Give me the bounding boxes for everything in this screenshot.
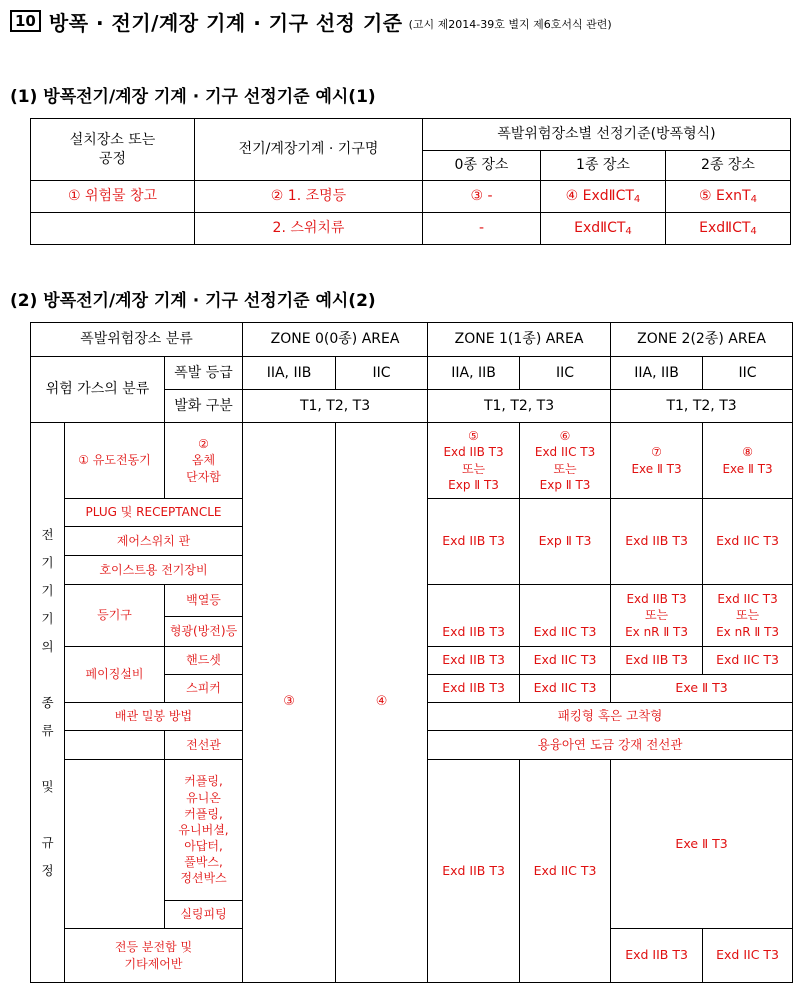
handset-z2a: Exd IIB T3: [611, 647, 703, 675]
z1-iia-iib: IIA, IIB: [428, 357, 520, 390]
handset-z1c: Exd IIC T3: [520, 647, 611, 675]
item-sealing-fitting: 실링피팅: [165, 901, 243, 929]
z1-t-class: T1, T2, T3: [428, 390, 611, 423]
z2-iic: IIC: [703, 357, 793, 390]
speaker-z2: Exe Ⅱ T3: [611, 675, 793, 703]
fit-z2: Exe Ⅱ T3: [611, 760, 793, 929]
speaker-z1a: Exd IIB T3: [428, 675, 520, 703]
section2-title: (2) 방폭전기/계장 기계 · 기구 선정기준 예시(2): [10, 291, 376, 311]
item-enclosure: ② 옴체 단자함: [165, 423, 243, 499]
header-gas-class: 위험 가스의 분류: [31, 357, 165, 423]
zone0-mark-a: ③: [243, 423, 336, 983]
section2-table: [30, 322, 793, 983]
row1-zone1: ④ ExdⅡCT4: [541, 181, 666, 213]
item-panel: 전등 분전함 및 기타제어반: [65, 929, 243, 983]
item-handset: 핸드셋: [165, 647, 243, 675]
item-motor: ① 유도전동기: [65, 423, 165, 499]
light-z2a: Exd IIB T3 또는 Ex nR Ⅱ T3: [611, 585, 703, 647]
item-hoist: 호이스트용 전기장비: [65, 556, 243, 585]
row1-zone0: ③ -: [423, 181, 541, 213]
light-z1c: Exd IIC T3: [520, 585, 611, 647]
header-criteria: 폭발위험장소별 선정기준(방폭형식): [423, 119, 791, 151]
page-subtitle: (고시 제2014-39호 별지 제6호서식 관련): [408, 17, 612, 31]
header-location: 설치장소 또는 공정: [31, 119, 195, 181]
section1-table: [30, 118, 791, 245]
row2-location: [31, 213, 195, 245]
section-number: 10: [10, 10, 41, 32]
section1-title: (1) 방폭전기/계장 기계 · 기구 선정기준 예시(1): [10, 87, 376, 107]
conduit-value: 용융아연 도금 강재 전선관: [428, 731, 793, 760]
z0-t-class: T1, T2, T3: [243, 390, 428, 423]
item-lighting: 등기구: [65, 585, 165, 647]
item-speaker: 스피커: [165, 675, 243, 703]
header-zone0: 0종 장소: [423, 151, 541, 181]
page-header: [10, 6, 612, 36]
table-row: [31, 181, 791, 213]
z0-iic: IIC: [336, 357, 428, 390]
header-classification: 폭발위험장소 분류: [31, 323, 243, 357]
header-zone0: ZONE 0(0종) AREA: [243, 323, 428, 357]
item-fittings: 커플링, 유니온 커플링, 유니버셜, 아답터, 풀박스, 정션박스: [165, 760, 243, 901]
row2-equipment: 2. 스위치류: [195, 213, 423, 245]
table-row: [31, 213, 791, 245]
side-label: 전 기 기 기 의 종 류 및 규 정: [31, 423, 65, 983]
row2-zone1: ExdⅡCT4: [541, 213, 666, 245]
ctrl-z2c: Exd IIC T3: [703, 499, 793, 585]
light-z1a: Exd IIB T3: [428, 585, 520, 647]
item-fluorescent: 형광(방전)등: [165, 617, 243, 647]
z0-iia-iib: IIA, IIB: [243, 357, 336, 390]
fit-z1c: Exd IIC T3: [520, 760, 611, 983]
ctrl-z1a: Exd IIB T3: [428, 499, 520, 585]
item-plug: PLUG 및 RECEPTANCLE: [65, 499, 243, 527]
page-title: 방폭 · 전기/계장 기계 · 기구 선정 기준: [48, 10, 403, 35]
row1-zone2: ⑤ ExnT4: [666, 181, 791, 213]
ctrl-z2a: Exd IIB T3: [611, 499, 703, 585]
header-zone2: 2종 장소: [666, 151, 791, 181]
header-zone2: ZONE 2(2종) AREA: [611, 323, 793, 357]
conduit-blank: [65, 731, 165, 760]
fittings-blank: [65, 760, 165, 929]
motor-z2c: ⑧ Exe Ⅱ T3: [703, 423, 793, 499]
panel-z2a: Exd IIB T3: [611, 929, 703, 983]
zone0-mark-b: ④: [336, 423, 428, 983]
row2-zone2: ExdⅡCT4: [666, 213, 791, 245]
panel-z2c: Exd IIC T3: [703, 929, 793, 983]
item-incandescent: 백열등: [165, 585, 243, 617]
speaker-z1c: Exd IIC T3: [520, 675, 611, 703]
light-z2c: Exd IIC T3 또는 Ex nR Ⅱ T3: [703, 585, 793, 647]
fit-z1a: Exd IIB T3: [428, 760, 520, 983]
item-paging: 페이징설비: [65, 647, 165, 703]
motor-z1c: ⑥ Exd IIC T3 또는 Exp Ⅱ T3: [520, 423, 611, 499]
z2-t-class: T1, T2, T3: [611, 390, 793, 423]
item-control-switch: 제어스위치 판: [65, 527, 243, 556]
ctrl-z1c: Exp Ⅱ T3: [520, 499, 611, 585]
row2-zone0: -: [423, 213, 541, 245]
item-conduit: 전선관: [165, 731, 243, 760]
handset-z1a: Exd IIB T3: [428, 647, 520, 675]
motor-z2a: ⑦ Exe Ⅱ T3: [611, 423, 703, 499]
header-equipment: 전기/계장기계 · 기구명: [195, 119, 423, 181]
header-explosion-grade: 폭발 등급: [165, 357, 243, 390]
z2-iia-iib: IIA, IIB: [611, 357, 703, 390]
handset-z2c: Exd IIC T3: [703, 647, 793, 675]
z1-iic: IIC: [520, 357, 611, 390]
row1-location: ① 위험물 창고: [31, 181, 195, 213]
item-sealing-method: 배관 밀봉 방법: [65, 703, 243, 731]
motor-z1a: ⑤ Exd IIB T3 또는 Exp Ⅱ T3: [428, 423, 520, 499]
header-zone1: 1종 장소: [541, 151, 666, 181]
header-zone1: ZONE 1(1종) AREA: [428, 323, 611, 357]
sealing-value: 패킹형 혹은 고착형: [428, 703, 793, 731]
header-ignition: 발화 구분: [165, 390, 243, 423]
row1-equipment: ② 1. 조명등: [195, 181, 423, 213]
